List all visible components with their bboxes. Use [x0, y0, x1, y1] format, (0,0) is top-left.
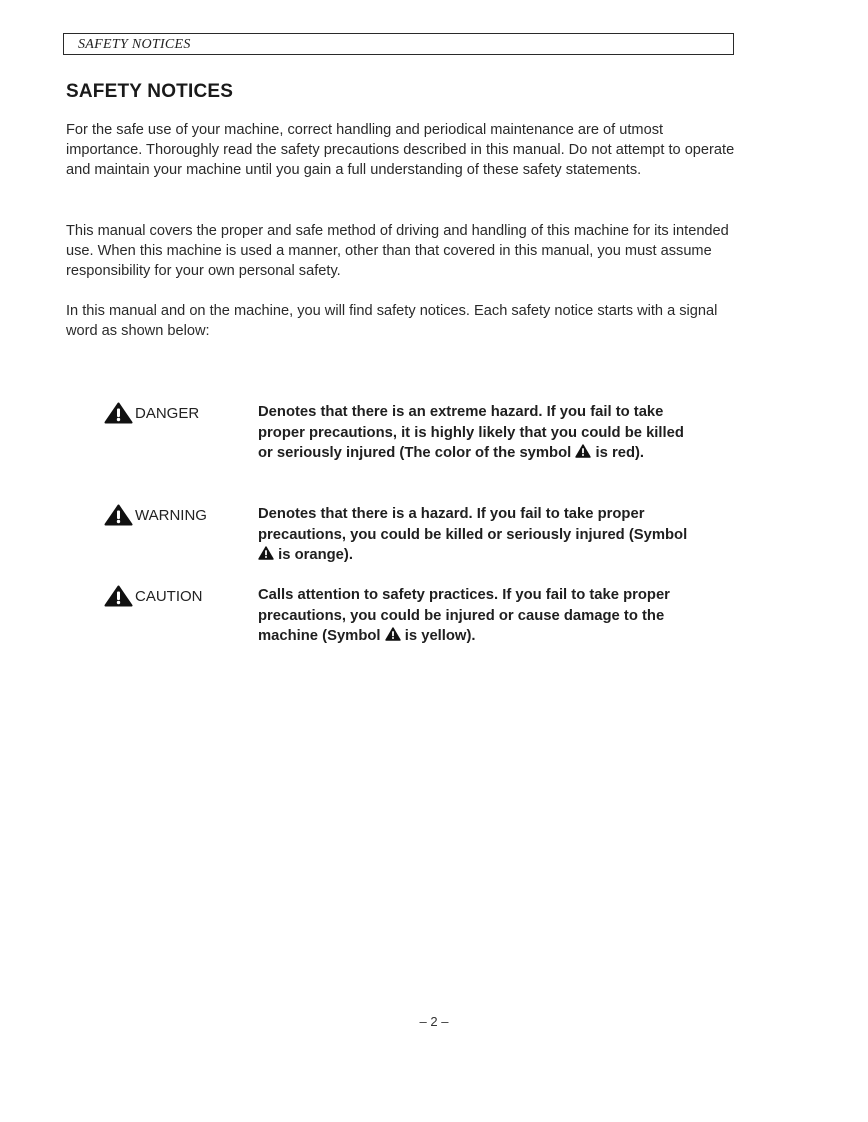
- warning-triangle-icon: [104, 402, 133, 424]
- warning-label-text: WARNING: [135, 506, 207, 524]
- caution-description: [258, 585, 698, 647]
- caution-label-text: CAUTION: [135, 587, 203, 605]
- warning-description-tail: is orange).: [278, 547, 353, 563]
- section-header-box: [63, 33, 734, 55]
- warning-description-text: Denotes that there is a hazard. If you fail to take proper precautions, you could be killed or seriously injured (Symbol: [258, 506, 688, 543]
- danger-description: [258, 402, 698, 464]
- warning-description: [258, 504, 698, 566]
- danger-label-text: DANGER: [135, 404, 200, 422]
- scope-paragraph: This manual covers the proper and safe method of driving and handling of this machine for its intended use. When this machine is used a manner, other than that covered in this manual, you must assume responsibility for your own personal safety.: [66, 223, 729, 279]
- intro-paragraph: For the safe use of your machine, correct handling and periodical maintenance are of utmost importance. Thoroughly read the safety precautions described in this manual. Do not attempt to operate and maintain your machine until you gain a full understanding of these safety statements.: [66, 122, 735, 178]
- page-title: SAFETY NOTICES: [66, 81, 234, 102]
- danger-description-tail: is red).: [595, 445, 645, 461]
- warning-triangle-icon: [258, 546, 274, 560]
- danger-description-text: Denotes that there is an extreme hazard. If you fail to take proper precautions, it is highly likely that you could be killed or seriously injured (The color of the symbol: [258, 404, 684, 461]
- caution-description-tail: is yellow).: [404, 628, 476, 644]
- caution-label: [104, 585, 203, 607]
- warning-triangle-icon: [385, 627, 401, 641]
- warning-triangle-icon: [104, 504, 133, 526]
- danger-label: [104, 402, 199, 424]
- section-header-label: SAFETY NOTICES: [78, 37, 191, 52]
- warning-triangle-icon: [575, 444, 591, 458]
- warning-triangle-icon: [104, 585, 133, 607]
- warning-label: [104, 504, 207, 526]
- caution-description-text: Calls attention to safety practices. If you fail to take proper precautions, you could be injured or cause damage to the machine (Symbol: [258, 587, 670, 644]
- signal-word-paragraph: In this manual and on the machine, you will find safety notices. Each safety notice starts with a signal word as shown below:: [66, 303, 718, 339]
- page-number: – 2 –: [419, 1014, 449, 1029]
